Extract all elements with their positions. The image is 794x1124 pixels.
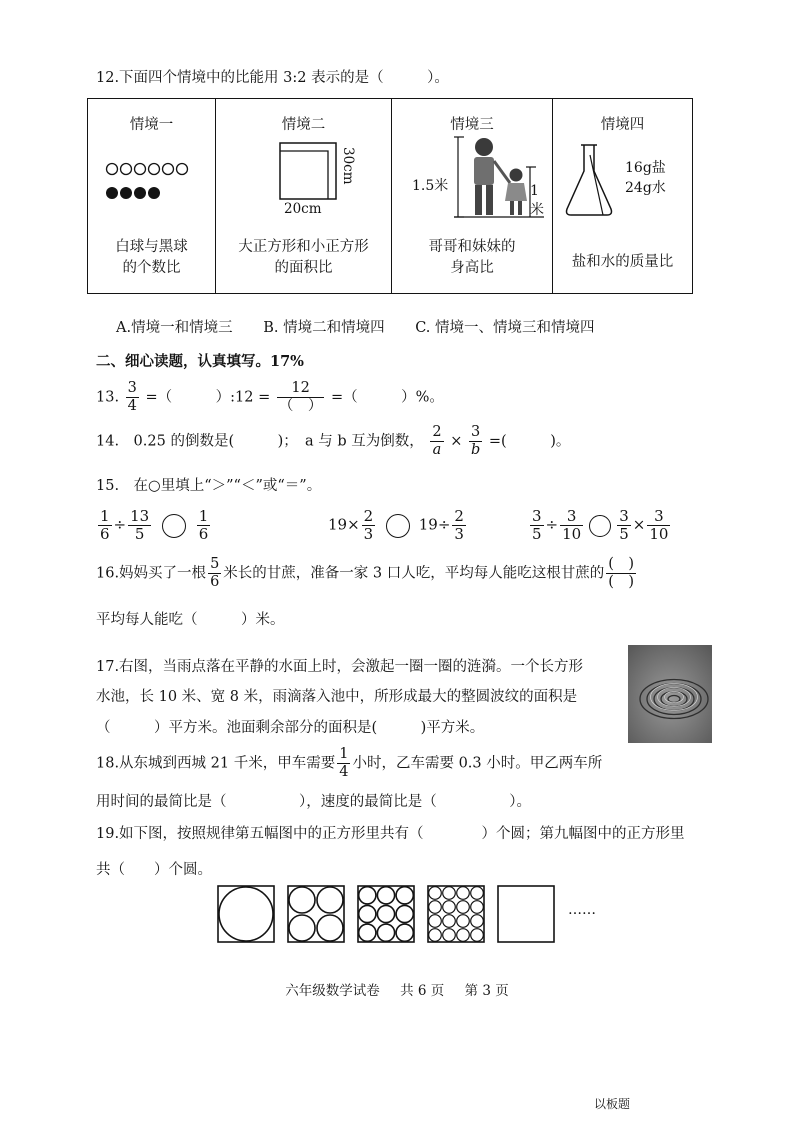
- scenario-caption: 大正方形和小正方形 的面积比: [238, 239, 369, 276]
- sister-height-label: 1米: [530, 183, 544, 218]
- siblings-illustration: [454, 131, 554, 221]
- q17-line-2: 水池，长 10 米、宽 8 米，雨滴落入池中，所形成最大的整圆波纹的面积是: [96, 689, 578, 705]
- q12-stem: 12.下面四个情境中的比能用 3:2 表示的是（ ）。: [96, 70, 449, 86]
- black-balls: [106, 187, 160, 199]
- circle-pattern-figures: [212, 880, 572, 950]
- side-label: 30cm: [340, 147, 356, 185]
- scenario-title: 情境四: [600, 117, 645, 133]
- q15-expr-1: $\frac{1}{6}$ ÷ $\frac{13}{5}$ $\frac{1}{6}$: [100, 507, 209, 543]
- balls-illustration: [100, 155, 220, 215]
- scenario-caption: 白球与黑球 的个数比: [115, 239, 188, 276]
- scenario-4: [553, 99, 693, 294]
- brother-height-label: 1.5米: [412, 178, 449, 194]
- fraction: $\frac{2}{a}$: [432, 424, 442, 458]
- q16-line-1: 16.妈妈买了一根 $\frac{5}{6}$ 米长的甘蔗，准备一家 3 口人吃，平均每人能吃这根甘蔗的 $\frac{( )}{( )}$: [96, 556, 635, 590]
- q18-line-2: 用时间的最简比是（ ），速度的最简比是（ ）。: [96, 794, 531, 810]
- option-a[interactable]: A.情境一和情境三: [116, 320, 233, 336]
- white-balls: [107, 164, 188, 175]
- scenario-title: 情境三: [450, 117, 494, 133]
- compare-circle[interactable]: [386, 514, 410, 538]
- scenario-title: 情境一: [129, 117, 174, 133]
- footer-page: 第 3 页: [464, 983, 509, 999]
- q14: 14. 0.25 的倒数是( )； a 与 b 互为倒数， $\frac{2}{a}$ × $\frac{3}{b}$ =( )。: [96, 424, 571, 458]
- q13: 13. $\frac{3}{4}$ =（ ）:12 = $\frac{12}{( )}$ =（ ）%。: [96, 380, 444, 414]
- scenario-caption: 哥哥和妹妹的 身高比: [428, 239, 516, 276]
- q19-line-1: 19.如下图，按照规律第五幅图中的正方形里共有（ ）个圆；第九幅图中的正方形里: [96, 826, 685, 842]
- salt-label: 16g盐: [625, 160, 666, 176]
- scenario-2: [216, 99, 392, 294]
- compare-circle[interactable]: [162, 514, 186, 538]
- footer-subject: 六年级数学试卷: [285, 983, 380, 999]
- footer-total: 共 6 页: [400, 983, 445, 999]
- flask-icon: [559, 141, 619, 221]
- scenario-1: [88, 99, 216, 294]
- ripple-image: [628, 645, 712, 743]
- scenario-3: [392, 99, 553, 294]
- scenario-caption: 盐和水的质量比: [571, 254, 674, 270]
- brother-figure: [474, 138, 510, 215]
- page-footer: [0, 979, 794, 999]
- compare-circle[interactable]: [589, 515, 611, 537]
- scenario-title: 情境二: [281, 117, 326, 133]
- q17-line-1: 17.右图，当雨点落在平静的水面上时，会激起一圈一圈的涟漪。一个长方形: [96, 659, 584, 675]
- fraction: $\frac{3}{b}$: [471, 424, 481, 458]
- q12-options: [116, 316, 620, 337]
- q18-line-1: 18.从东城到西城 21 千米，甲车需要 $\frac{1}{4}$ 小时，乙车需要 0.3 小时。甲乙两车所: [96, 746, 603, 780]
- bottom-label: 20cm: [284, 201, 322, 217]
- sister-figure: [505, 169, 527, 216]
- q15-stem: 15. 在○里填上“＞”“＜”或“＝”。: [96, 478, 322, 494]
- q15-expr-3: $\frac{3}{5}$ ÷ $\frac{3}{10}$ $\frac{3}{5}$ × $\frac{3}{10}$: [532, 507, 669, 543]
- option-b[interactable]: B. 情境二和情境四: [263, 320, 385, 336]
- corner-mark: 以板题: [594, 1097, 631, 1111]
- option-c[interactable]: C. 情境一、情境三和情境四: [415, 320, 595, 336]
- scenario-table: [87, 98, 693, 294]
- fraction: $\frac{3}{4}$: [127, 380, 137, 414]
- water-label: 24g水: [625, 180, 666, 196]
- continuation-dots: ……: [568, 902, 596, 918]
- q15-expr-2: 19× $\frac{2}{3}$ 19÷ $\frac{2}{3}$: [328, 507, 464, 543]
- q19-line-2: 共（ ）个圆。: [96, 862, 212, 878]
- fraction: $\frac{12}{( )}$: [278, 380, 323, 414]
- q16-line-2: 平均每人能吃（ ）米。: [96, 612, 285, 628]
- fraction: $\frac{5}{6}$: [210, 556, 220, 590]
- blank-fraction: $\frac{( )}{( )}$: [608, 556, 635, 590]
- q17-line-3: （ ）平方米。池面剩余部分的面积是( )平方米。: [96, 720, 485, 736]
- fraction: $\frac{1}{4}$: [339, 746, 349, 780]
- section-2-heading: 二、细心读题，认真填写。17%: [96, 353, 304, 370]
